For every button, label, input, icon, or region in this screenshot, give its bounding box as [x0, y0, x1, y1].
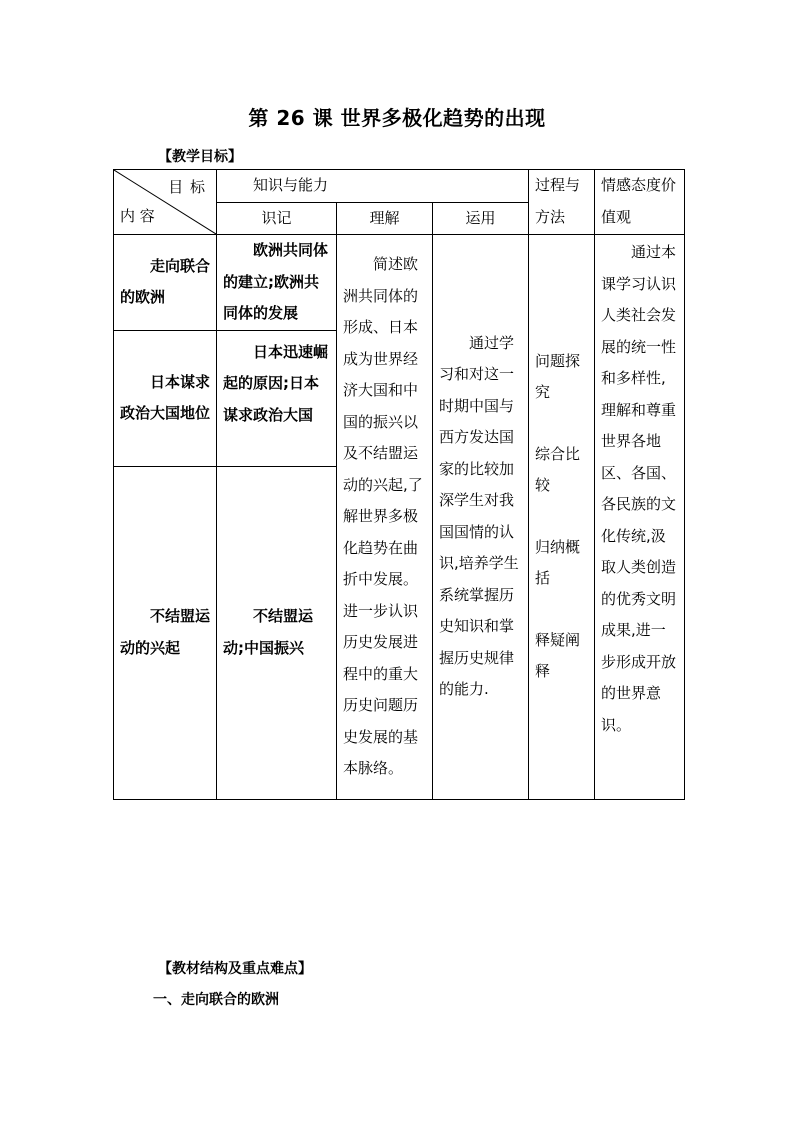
- apply-cell: 通过学习和对这一时期中国与西方发达国家的比较加深学生对我国国情的认识,培养学生系统掌握历史知识和掌握历史规律的能力.: [433, 235, 529, 800]
- header-target: 目 标: [168, 178, 206, 196]
- process-item: 归纳概括: [535, 537, 581, 588]
- subheader-recall: 识记: [217, 202, 337, 235]
- emotion-cell: 通过本课学习认识人类社会发展的统一性和多样性,理解和尊重世界各地区、各国、各民族的文化传统,汲取人类创造的优秀文明成果,进一步形成开放的世界意识。: [595, 235, 685, 800]
- process-item: 问题探究: [535, 351, 581, 402]
- teaching-goals-table: [113, 169, 685, 800]
- process-item: 释疑阐释: [535, 630, 581, 681]
- header-content: 内 容: [120, 206, 155, 225]
- section-heading-goals: 【教学目标】: [158, 149, 242, 165]
- row-recall: 日本迅速崛起的原因;日本谋求政治大国: [217, 330, 337, 466]
- section-heading-structure: 【教材结构及重点难点】: [158, 961, 312, 977]
- subsection-heading: 一、走向联合的欧洲: [153, 992, 279, 1008]
- diagonal-header-cell: [114, 170, 217, 235]
- row-recall: 欧洲共同体的建立;欧洲共同体的发展: [217, 235, 337, 331]
- header-process: 过程与方法: [529, 170, 595, 235]
- understand-cell: 简述欧洲共同体的形成、日本成为世界经济大国和中国的振兴以及不结盟运动的兴起,了解世界多极化趋势在曲折中发展。进一步认识历史发展进程中的重大历史问题历史发展的基本脉络。: [337, 235, 433, 800]
- subheader-apply: 运用: [433, 202, 529, 235]
- row-content: 不结盟运动的兴起: [114, 466, 217, 799]
- row-recall: 不结盟运动;中国振兴: [217, 466, 337, 799]
- row-content: 日本谋求政治大国地位: [114, 330, 217, 466]
- process-item: 综合比较: [535, 444, 581, 495]
- row-content: 走向联合的欧洲: [114, 235, 217, 331]
- header-emotion: 情感态度价值观: [595, 170, 685, 235]
- header-knowledge: 知识与能力: [217, 170, 529, 203]
- process-cell: [529, 235, 595, 800]
- page-title: 第 26 课 世界多极化趋势的出现: [248, 106, 546, 130]
- subheader-understand: 理解: [337, 202, 433, 235]
